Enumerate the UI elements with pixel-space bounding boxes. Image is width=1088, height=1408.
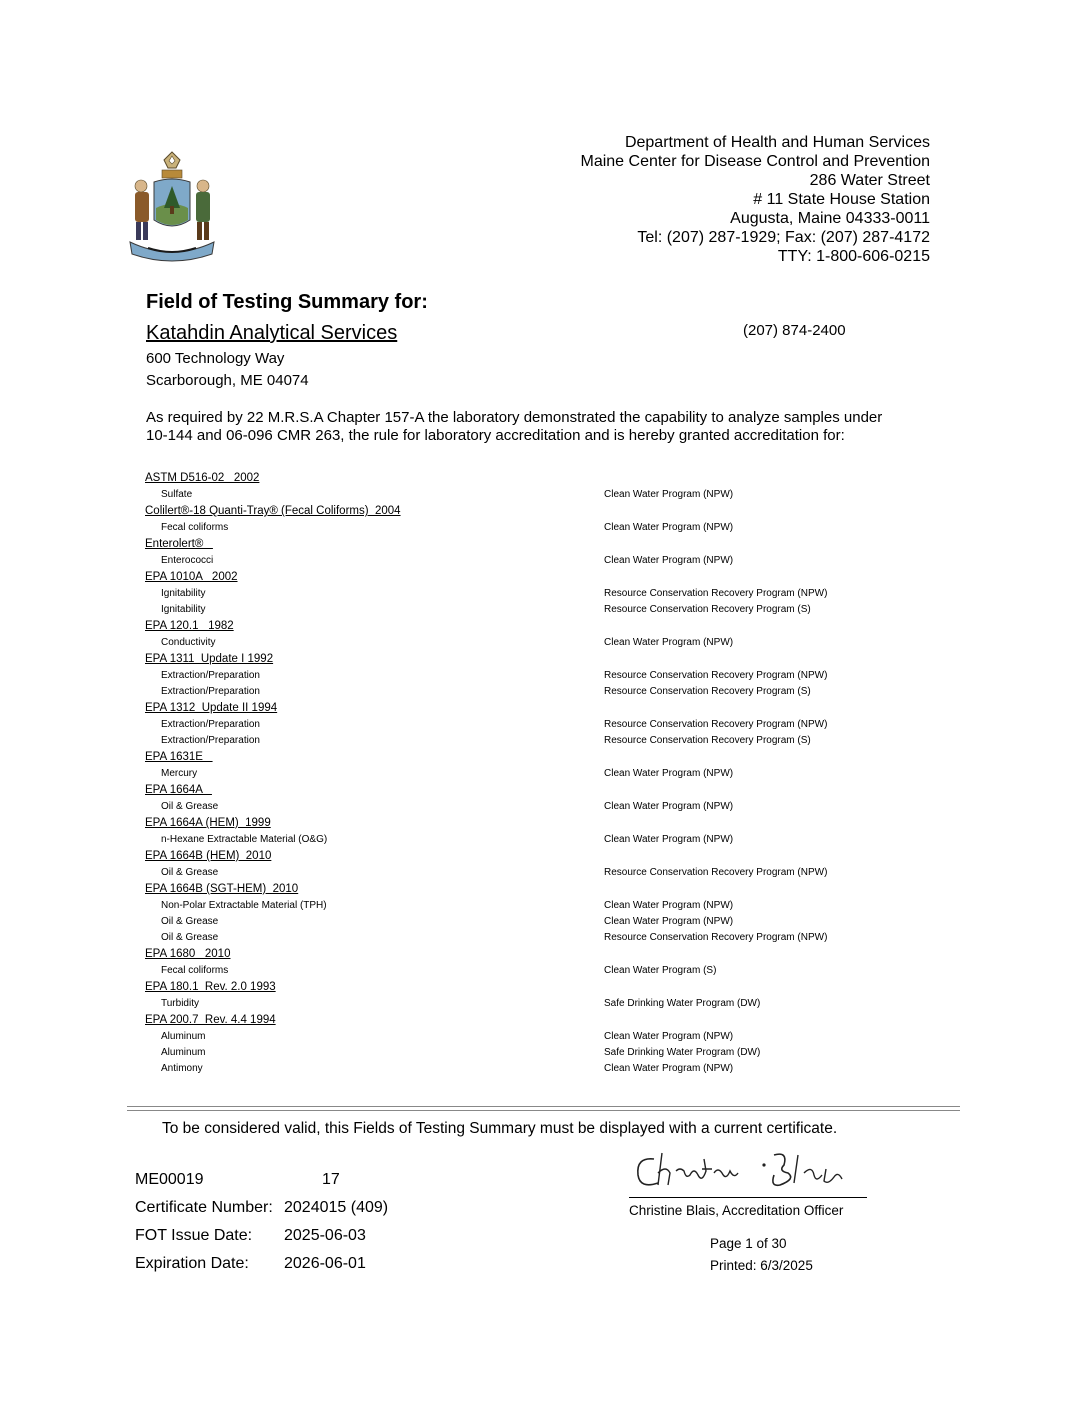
analyte-row bbox=[145, 635, 965, 651]
method-title: EPA 1311 Update I 1992 bbox=[145, 653, 274, 665]
method-title: EPA 1664B (HEM) 2010 bbox=[145, 850, 272, 862]
issue-date-value: 2025-06-03 bbox=[284, 1227, 366, 1244]
program-name: Safe Drinking Water Program (DW) bbox=[604, 1047, 761, 1058]
analyte-row bbox=[145, 799, 965, 815]
maine-state-seal-logo bbox=[126, 150, 218, 262]
method-title: ASTM D516-02 2002 bbox=[145, 472, 260, 484]
analyte-name: Oil & Grease bbox=[161, 916, 219, 927]
program-name: Safe Drinking Water Program (DW) bbox=[604, 998, 761, 1009]
method-title: Colilert®-18 Quanti-Tray® (Fecal Coliforms) 2004 bbox=[145, 505, 401, 517]
method-title: EPA 1631E bbox=[145, 751, 213, 763]
analyte-row bbox=[145, 602, 965, 618]
analyte-row bbox=[145, 914, 965, 930]
program-name: Resource Conservation Recovery Program (S) bbox=[604, 604, 811, 615]
agency-tty: TTY: 1-800-606-0215 bbox=[777, 248, 930, 265]
analyte-name: Extraction/Preparation bbox=[161, 735, 260, 746]
program-name: Clean Water Program (NPW) bbox=[604, 489, 734, 500]
analyte-row bbox=[145, 1029, 965, 1045]
analyte-name: Aluminum bbox=[161, 1031, 206, 1042]
lab-id-number: 17 bbox=[322, 1171, 340, 1188]
analyte-name: Non-Polar Extractable Material (TPH) bbox=[161, 900, 327, 911]
analyte-row bbox=[145, 586, 965, 602]
method-title: Enterolert® bbox=[145, 538, 213, 550]
method-title: EPA 1010A 2002 bbox=[145, 571, 238, 583]
analyte-name: Enterococci bbox=[161, 555, 214, 566]
page-number: Page 1 of 30 bbox=[710, 1236, 787, 1251]
lab-phone: (207) 874-2400 bbox=[743, 322, 846, 339]
analyte-row bbox=[145, 963, 965, 979]
analyte-row bbox=[145, 553, 965, 569]
method-title: EPA 1680 2010 bbox=[145, 948, 231, 960]
program-name: Resource Conservation Recovery Program (S) bbox=[604, 735, 811, 746]
officer-signature bbox=[628, 1145, 868, 1195]
analyte-name: Extraction/Preparation bbox=[161, 670, 260, 681]
method-title: EPA 1664B (SGT-HEM) 2010 bbox=[145, 883, 299, 895]
analyte-row bbox=[145, 996, 965, 1012]
agency-street: 286 Water Street bbox=[809, 172, 930, 189]
program-name: Clean Water Program (NPW) bbox=[604, 916, 734, 927]
program-name: Clean Water Program (NPW) bbox=[604, 555, 734, 566]
analyte-row bbox=[145, 766, 965, 782]
program-name: Clean Water Program (NPW) bbox=[604, 522, 734, 533]
analyte-row bbox=[145, 668, 965, 684]
analyte-name: Ignitability bbox=[161, 604, 206, 615]
analyte-row bbox=[145, 733, 965, 749]
analyte-row bbox=[145, 865, 965, 881]
program-name: Resource Conservation Recovery Program (NPW) bbox=[604, 932, 828, 943]
lab-name: Katahdin Analytical Services bbox=[146, 322, 398, 344]
method-title: EPA 120.1 1982 bbox=[145, 620, 234, 632]
program-name: Clean Water Program (NPW) bbox=[604, 834, 734, 845]
analyte-row bbox=[145, 487, 965, 503]
analyte-row bbox=[145, 1061, 965, 1077]
analyte-row bbox=[145, 520, 965, 536]
analyte-row bbox=[145, 832, 965, 848]
certificate-value: 2024015 (409) bbox=[284, 1199, 389, 1216]
method-title: EPA 200.7 Rev. 4.4 1994 bbox=[145, 1014, 276, 1026]
analyte-name: Fecal coliforms bbox=[161, 965, 229, 976]
analyte-name: Oil & Grease bbox=[161, 801, 219, 812]
agency-address-block bbox=[580, 133, 930, 266]
analyte-name: Ignitability bbox=[161, 588, 206, 599]
agency-tel-fax: Tel: (207) 287-1929; Fax: (207) 287-4172 bbox=[637, 229, 930, 246]
analyte-name: Antimony bbox=[161, 1063, 203, 1074]
method-title: EPA 1664A bbox=[145, 784, 212, 796]
program-name: Clean Water Program (NPW) bbox=[604, 1031, 734, 1042]
analyte-name: Mercury bbox=[161, 768, 198, 779]
agency-department: Department of Health and Human Services bbox=[624, 134, 930, 151]
analyte-name: Conductivity bbox=[161, 637, 216, 648]
lab-city: Scarborough, ME 04074 bbox=[146, 372, 309, 389]
program-name: Resource Conservation Recovery Program (S) bbox=[604, 686, 811, 697]
officer-name: Christine Blais, Accreditation Officer bbox=[629, 1203, 844, 1218]
lab-id: ME00019 bbox=[135, 1171, 204, 1188]
analyte-name: n-Hexane Extractable Material (O&G) bbox=[161, 834, 328, 845]
agency-center: Maine Center for Disease Control and Prevention bbox=[580, 153, 930, 170]
analyte-row bbox=[145, 930, 965, 946]
analyte-name: Sulfate bbox=[161, 489, 193, 500]
analyte-name: Extraction/Preparation bbox=[161, 719, 260, 730]
analyte-name: Extraction/Preparation bbox=[161, 686, 260, 697]
signature-line bbox=[629, 1197, 867, 1198]
program-name: Resource Conservation Recovery Program (NPW) bbox=[604, 588, 828, 599]
program-name: Clean Water Program (NPW) bbox=[604, 900, 734, 911]
program-name: Clean Water Program (S) bbox=[604, 965, 717, 976]
program-name: Resource Conservation Recovery Program (NPW) bbox=[604, 719, 828, 730]
analyte-row bbox=[145, 684, 965, 700]
expiration-date-label: Expiration Date: bbox=[135, 1255, 249, 1272]
accreditation-statement: As required by 22 M.R.S.A Chapter 157-A the laboratory demonstrated the capability to analyze samples under 10-144 and 06-096 CMR 263, the rule for laboratory accreditation and is hereby granted accreditation for: bbox=[146, 409, 883, 444]
analyte-row bbox=[145, 1045, 965, 1061]
agency-station: # 11 State House Station bbox=[753, 191, 930, 208]
footer-divider bbox=[127, 1106, 960, 1111]
program-name: Clean Water Program (NPW) bbox=[604, 768, 734, 779]
method-title: EPA 1664A (HEM) 1999 bbox=[145, 817, 271, 829]
printed-date: Printed: 6/3/2025 bbox=[710, 1258, 813, 1273]
analyte-name: Oil & Grease bbox=[161, 867, 219, 878]
program-name: Clean Water Program (NPW) bbox=[604, 801, 734, 812]
program-name: Clean Water Program (NPW) bbox=[604, 637, 734, 648]
agency-city: Augusta, Maine 04333-0011 bbox=[730, 210, 930, 227]
methods-list bbox=[145, 470, 965, 1077]
certificate-label: Certificate Number: bbox=[135, 1199, 273, 1216]
lab-street: 600 Technology Way bbox=[146, 350, 285, 367]
analyte-name: Oil & Grease bbox=[161, 932, 219, 943]
expiration-date-value: 2026-06-01 bbox=[284, 1255, 366, 1272]
analyte-name: Turbidity bbox=[161, 998, 199, 1009]
validity-note: To be considered valid, this Fields of Testing Summary must be displayed with a current certificate. bbox=[162, 1120, 838, 1137]
method-title: EPA 1312 Update II 1994 bbox=[145, 702, 278, 714]
issue-date-label: FOT Issue Date: bbox=[135, 1227, 253, 1244]
program-name: Clean Water Program (NPW) bbox=[604, 1063, 734, 1074]
analyte-name: Aluminum bbox=[161, 1047, 206, 1058]
program-name: Resource Conservation Recovery Program (NPW) bbox=[604, 867, 828, 878]
analyte-name: Fecal coliforms bbox=[161, 522, 229, 533]
analyte-row bbox=[145, 717, 965, 733]
program-name: Resource Conservation Recovery Program (NPW) bbox=[604, 670, 828, 681]
method-title: EPA 180.1 Rev. 2.0 1993 bbox=[145, 981, 276, 993]
page-title: Field of Testing Summary for: bbox=[146, 291, 428, 313]
analyte-row bbox=[145, 898, 965, 914]
